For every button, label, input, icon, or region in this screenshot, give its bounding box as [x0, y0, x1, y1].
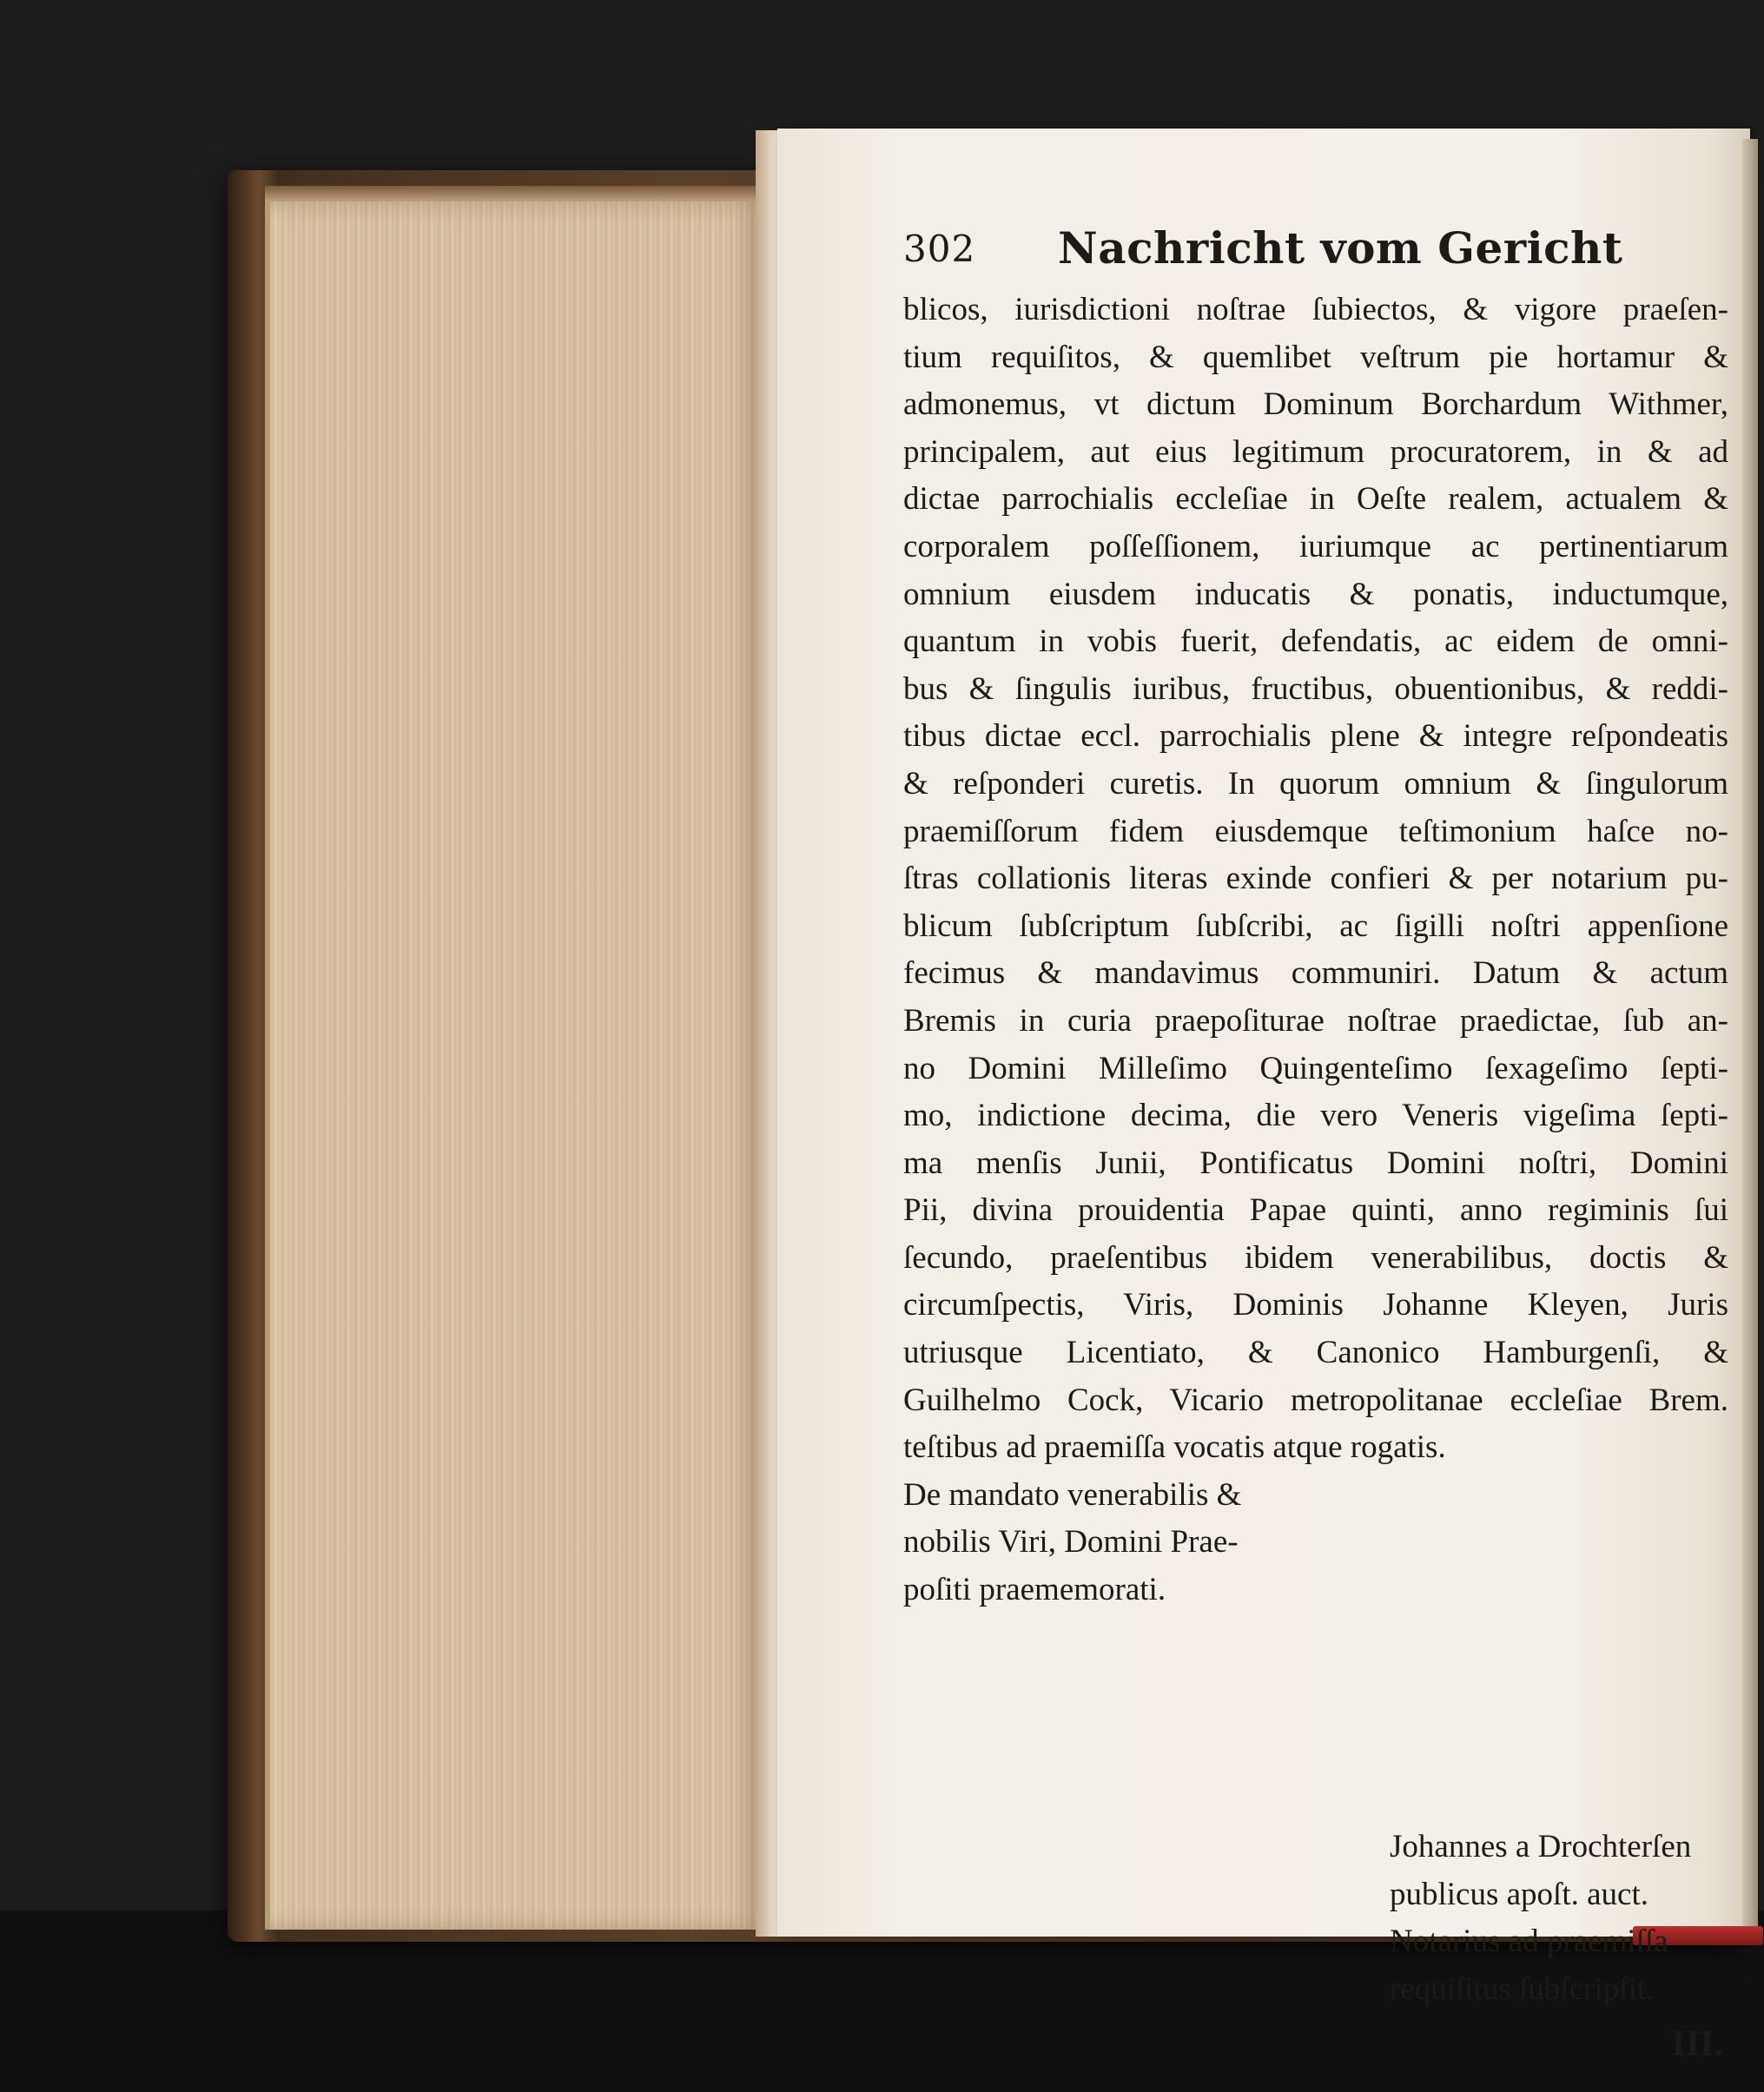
text-line: omnium eiusdem inducatis & ponatis, inductumque, [903, 576, 1728, 612]
text-line: teſtibus ad praemiſſa vocatis atque rogatis. [903, 1429, 1446, 1466]
text-line: Guilhelmo Cock, Vicario metropolitanae eccleſiae Brem. [903, 1382, 1728, 1418]
text-line: blicum ſubſcriptum ſubſcribi, ac ſigilli noſtri appenſione [903, 907, 1728, 944]
text-line: tibus dictae eccl. parrochialis plene & integre reſpondeatis [903, 718, 1728, 755]
page-content [903, 217, 1728, 2064]
running-title: Nachricht vom Gericht [1058, 222, 1623, 274]
mandate-note [903, 1472, 1320, 1614]
signature-line: publicus apoſt. auct. [1390, 1876, 1648, 1912]
text-line: & reſponderi curetis. In quorum omnium & ſingulorum [903, 765, 1728, 802]
text-line: mo, indictione decima, die vero Veneris vigeſima ſepti- [903, 1098, 1728, 1134]
page-number: 302 [903, 228, 976, 270]
text-line: tium requiſitos, & quemlibet veſtrum pie hortamur & [903, 339, 1728, 375]
mandate-line: De mandato venerabilis & [903, 1476, 1242, 1513]
left-page-block [265, 201, 765, 1930]
notary-signature-block [1390, 1824, 1728, 2013]
text-line: praemiſſorum fidem eiusdemque teſtimonium haſce no- [903, 813, 1728, 849]
signature-line: requiſitus ſubſcripſit. [1390, 1970, 1655, 2007]
body-text [903, 287, 1728, 1472]
text-line: principalem, aut eius legitimum procuratorem, in & ad [903, 433, 1728, 470]
text-line: circumſpectis, Viris, Dominis Johanne Kleyen, Juris [903, 1287, 1728, 1323]
text-line: admonemus, vt dictum Dominum Borchardum Withmer, [903, 386, 1728, 423]
signature-line: Johannes a Drochterſen [1390, 1829, 1692, 1864]
text-line: ſtras collationis literas exinde confieri & per notarium pu- [903, 861, 1728, 897]
text-line: no Domini Milleſimo Quingenteſimo ſexageſimo ſepti- [903, 1050, 1728, 1086]
text-line: fecimus & mandavimus communiri. Datum & actum [903, 955, 1728, 992]
text-line: blicos, iurisdictioni noſtrae ſubiectos, & vigore praeſen- [903, 292, 1728, 327]
text-line: dictae parrochialis eccleſiae in Oeſte realem, actualem & [903, 481, 1728, 518]
mandate-line: nobilis Viri, Domini Prae- [903, 1524, 1239, 1561]
text-line: utriusque Licentiato, & Canonico Hamburgenſi, & [903, 1335, 1728, 1371]
text-line: quantum in vobis fuerit, defendatis, ac eidem de omni- [903, 624, 1728, 660]
text-line: ſecundo, praeſentibus ibidem venerabilibus, doctis & [903, 1239, 1728, 1276]
text-line: ma menſis Junii, Pontificatus Domini noſtri, Domini [903, 1145, 1728, 1181]
text-line: Bremis in curia praepoſiturae noſtrae praedictae, ſub an- [903, 1002, 1728, 1039]
text-line: bus & ſingulis iuribus, fructibus, obuentionibus, & reddi- [903, 670, 1728, 707]
running-head [903, 217, 1728, 287]
mandate-line: poſiti praememorati. [903, 1572, 1166, 1608]
page-fore-edge [1742, 139, 1758, 1937]
signature-line: Notarius ad praemiſſa [1390, 1924, 1668, 1960]
catchword: III. [1671, 2024, 1723, 2064]
text-line: corporalem poſſeſſionem, iuriumque ac pertinentiarum [903, 528, 1728, 564]
text-line: Pii, divina prouidentia Papae quinti, anno regiminis ſui [903, 1192, 1728, 1229]
